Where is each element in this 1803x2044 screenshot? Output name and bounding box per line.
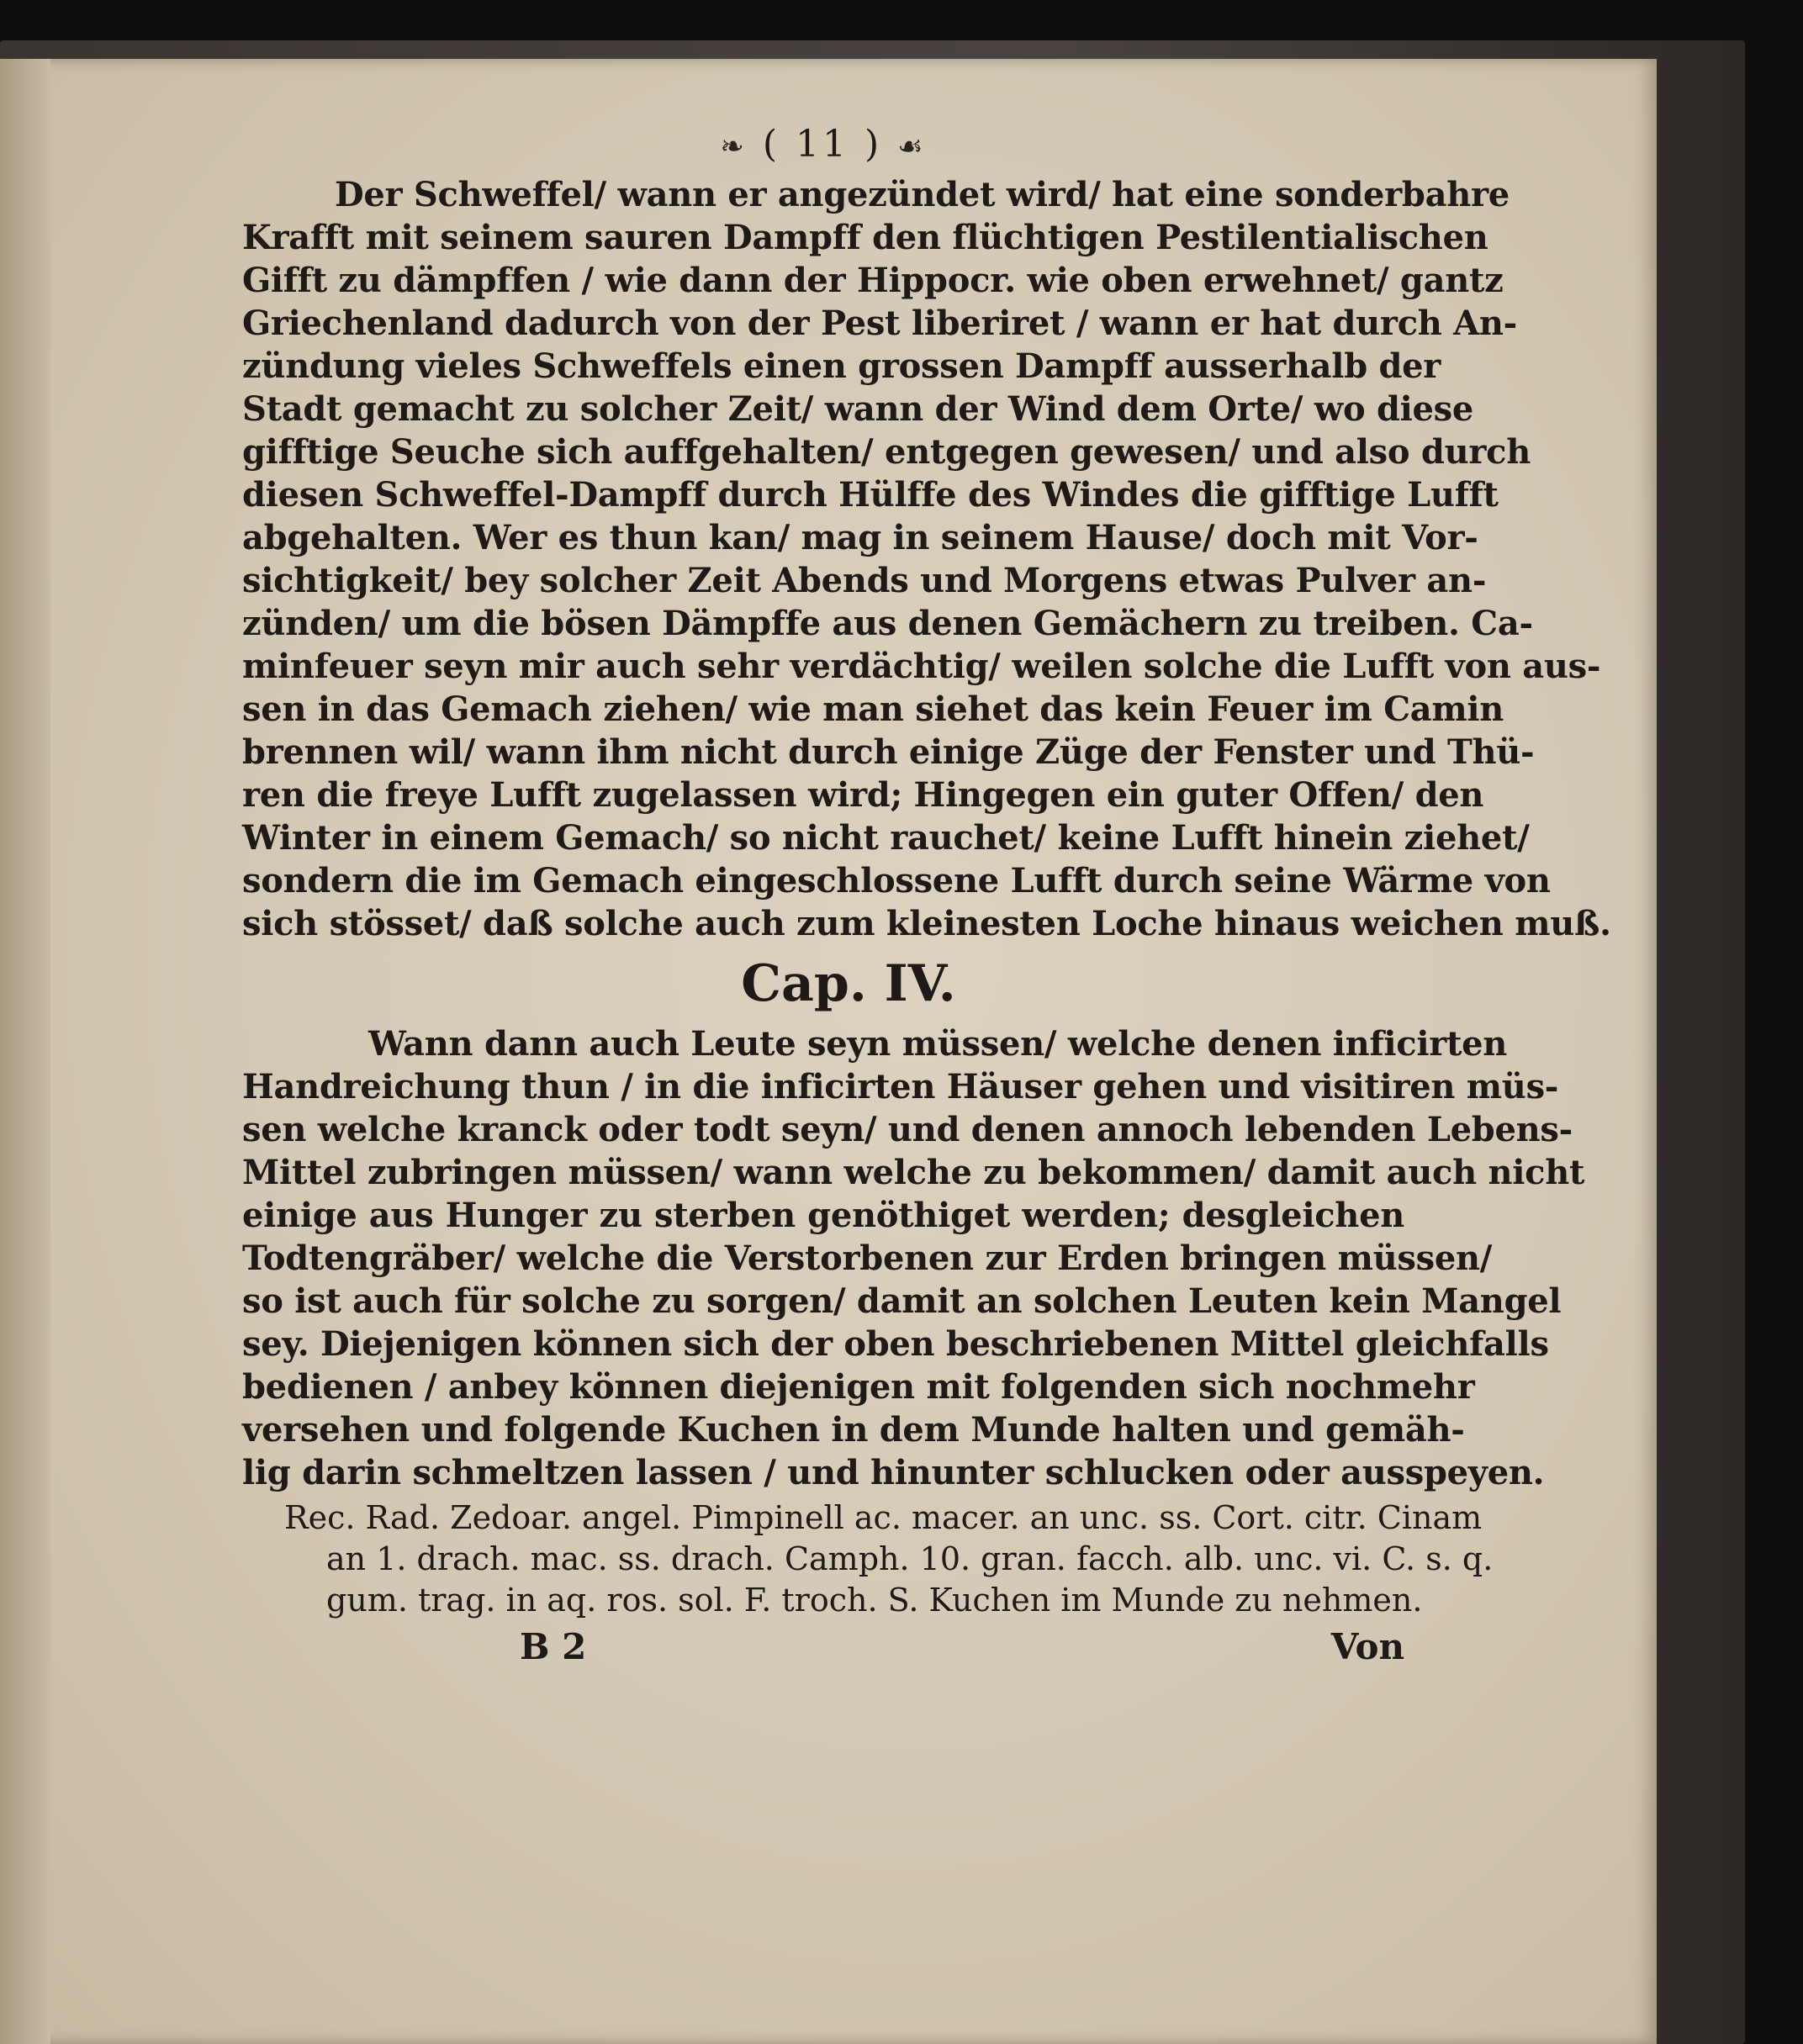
catchword: Von [1330, 1626, 1404, 1667]
text-line: Gifft zu dämpffen / wie dann der Hippocr. wie oben erwehnet/ gantz [242, 261, 1504, 300]
text-line: sichtigkeit/ bey solcher Zeit Abends und Morgens etwas Pulver an- [242, 561, 1487, 600]
text-line: einige aus Hunger zu sterben genöthiget werden; desgleichen [242, 1196, 1404, 1235]
text-line: abgehalten. Wer es thun kan/ mag in seinem Hause/ doch mit Vor- [242, 518, 1478, 557]
text-line: Winter in einem Gemach/ so nicht rauchet/ keine Lufft hinein ziehet/ [242, 818, 1530, 858]
text-line: gifftige Seuche sich auffgehalten/ entgegen gewesen/ und also durch [242, 432, 1531, 472]
text-line: sondern die im Gemach eingeschlossene Lufft durch seine Wärme von [242, 861, 1551, 901]
page-gutter [0, 59, 50, 2044]
text-line: versehen und folgende Kuchen in dem Munde halten und gemäh- [242, 1410, 1465, 1450]
text-line: sich stösset/ daß solche auch zum kleinesten Loche hinaus weichen muß. [242, 904, 1611, 943]
chapter-heading: Cap. IV. [741, 954, 956, 1013]
text-line: Rec. Rad. Zedoar. angel. Pimpinell ac. macer. an unc. ss. Cort. citr. Cinam [284, 1499, 1483, 1536]
text-line: sey. Diejenigen können sich der oben beschriebenen Mittel gleichfalls [242, 1324, 1549, 1364]
text-line: gum. trag. in aq. ros. sol. F. troch. S. Kuchen im Munde zu nehmen. [326, 1582, 1423, 1619]
text-line: Wann dann auch Leute seyn müssen/ welche denen inficirten [368, 1024, 1508, 1064]
text-line: zündung vieles Schweffels einen grossen Dampff ausserhalb der [242, 346, 1441, 386]
paragraph-leute [242, 1022, 1585, 1494]
text-line: ren die freye Lufft zugelassen wird; Hingegen ein guter Offen/ den [242, 775, 1484, 815]
text-line: Der Schweffel/ wann er angezündet wird/ hat eine sonderbahre [335, 175, 1510, 214]
left-ornament-icon: ❧ [720, 129, 748, 164]
page-number-header [242, 118, 1404, 172]
text-line: diesen Schweffel-Dampff durch Hülffe des Windes die gifftige Lufft [242, 475, 1499, 515]
text-line: Handreichung thun / in die inficirten Häuser gehen und visitiren müs- [242, 1067, 1559, 1107]
text-line: an 1. drach. mac. ss. drach. Camph. 10. gran. facch. alb. unc. vi. C. s. q. [326, 1540, 1494, 1577]
text-line: brennen wil/ wann ihm nicht durch einige Züge der Fenster und Thü- [242, 732, 1535, 772]
text-line: Krafft mit seinem sauren Dampff den flüchtigen Pestilentialischen [242, 218, 1488, 257]
page-footer [242, 1626, 1404, 1677]
page-text-block [242, 118, 1611, 1677]
paragraph-schweffel [242, 173, 1611, 945]
text-line: minfeuer seyn mir auch sehr verdächtig/ weilen solche die Lufft von aus- [242, 647, 1601, 686]
signature-mark: B 2 [520, 1626, 587, 1667]
text-line: Stadt gemacht zu solcher Zeit/ wann der Wind dem Orte/ wo diese [242, 389, 1474, 429]
page-number: ( 11 ) [762, 123, 883, 166]
recipe-block [242, 1497, 1494, 1621]
text-line: sen in das Gemach ziehen/ wie man siehet das kein Feuer im Camin [242, 689, 1504, 729]
text-line: Mittel zubringen müssen/ wann welche zu bekommen/ damit auch nicht [242, 1153, 1585, 1192]
text-line: Todtengräber/ welche die Verstorbenen zur Erden bringen müssen/ [242, 1239, 1493, 1278]
text-line: zünden/ um die bösen Dämpffe aus denen Gemächern zu treiben. Ca- [242, 604, 1533, 643]
right-ornament-icon: ☙ [897, 129, 927, 164]
text-line: bedienen / anbey können diejenigen mit folgenden sich nochmehr [242, 1367, 1475, 1407]
text-line: lig darin schmeltzen lassen / und hinunter schlucken oder ausspeyen. [242, 1453, 1545, 1492]
text-line: Griechenland dadurch von der Pest liberiret / wann er hat durch An- [242, 304, 1517, 343]
text-line: so ist auch für solche zu sorgen/ damit an solchen Leuten kein Mangel [242, 1281, 1562, 1321]
text-line: sen welche kranck oder todt seyn/ und denen annoch lebenden Lebens- [242, 1110, 1573, 1149]
